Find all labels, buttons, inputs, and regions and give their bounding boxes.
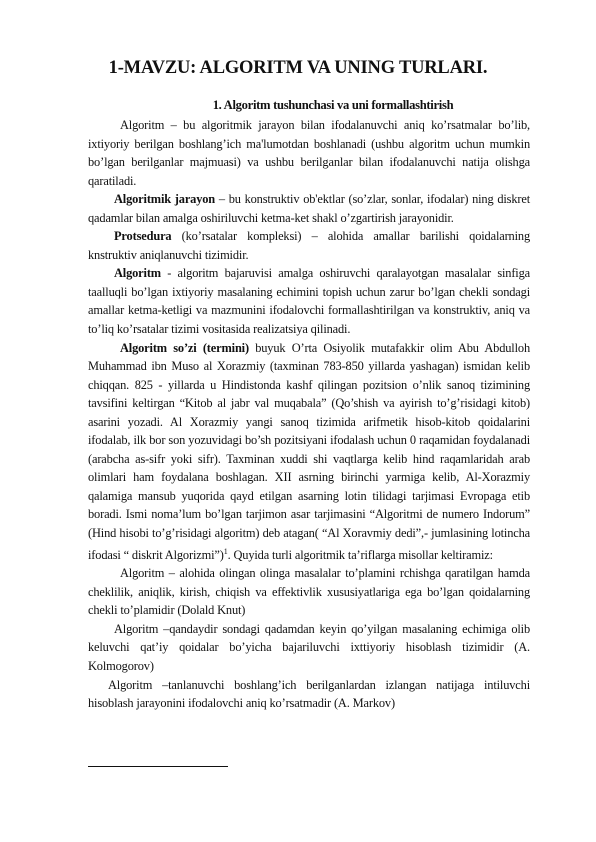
paragraph-term-origin: Algoritm so’zi (termini) buyuk O’rta Osiyolik mutafakkir olim Abu Abdulloh Muhammad ibn Muso al Xorazmiy (taxminan 783-850 yillarda yashagan) ismidan kelib chiqqan. 825 - yillarda u Hindistonda kashf qilingan pozitsion o’nlik sanoq tizimining tavsifini keltirgan “Kitob al jabr val muqabala” (Qo’shish va ayirish to’g’risidagi kitob) asarini yozadi. Al Xorazmiy yangi sanoq tizimida arifmetik hisob-kitob qoidalarini ifodalab, ilk bor son yozuvidagi bo’sh pozitsiyani ifodalash uchun 0 raqamidan foydalanadi (arabcha as-sifr yoki sifr). Taxminan xuddi shi vaqtlarga kelib hind raqamlaridah arab olimlari ham foydalana boshlagan. XII asrning birinchi yarmiga kelib, Al-Xorazmiy qalamiga mansub yuqorida qayd etilgan asarning lotin tilidagi tarjimasi Evropaga etib boradi. Ismi noma’lum bo’lgan tarjimon asar tarjimasini “Algoritmi de numero Indorum” (Hind hisobi to’g’risidagi algoritm) deb atagan( “Al Xoravmiy dedi”,- jumlasining lotincha ifodasi “ diskrit Algorizmi”)$^1$. Quyida turli algoritmik ta’riflarga misollar keltiramiz: [88, 340, 530, 562]
paragraph-algorithmic-process: Algoritmik jarayon – bu konstruktiv ob'ektlar (so’zlar, sonlar, ifodalar) ning diskret qadamlar bilan amalga oshiriluvchi ketma-ket shakl o’zgartirish jarayonidir. [88, 192, 530, 225]
paragraph-definition: Algoritm – bu algoritmik jarayon bilan ifodalanuvchi aniq ko’rsatmalar bo’lib, ixtiyoriy berilgan boshlang’ich ma'lumotdan boshlanadi (ushbu algoritm uchun mumkin bo’lgan berilganlar majmuasi) va ushbu berilganlar bilan ifodalanuvchi natija olishga qaratiladi. [88, 118, 530, 188]
section-heading: 1. Algoritm tushunchasi va uni formallashtirish [212, 98, 454, 112]
paragraph-markov: Algoritm –tanlanuvchi boshlang’ich berilganlardan izlangan natijaga intiluvchi hisoblash jarayonini ifodalovchi aniq ko’rsatmadir (A. Markov) [88, 677, 530, 711]
footnote-marker: 1 [223, 546, 228, 556]
paragraph-knuth: Algoritm – alohida olingan olinga masalalar to’plamini rchishga qaratilgan hamda cheklilik, aniqlik, kirish, chiqish va effektivlik xususiyatlariga ega bo’lgan qoidalarning chekli to’plamidir (Dolald Knut) [88, 566, 530, 618]
footnote-separator [88, 766, 228, 767]
paragraph-procedure: Protsedura (ko’rsatalar kompleksi) – alohida amallar barilishi qoidalarning knstruktiv aniqlanuvchi tizimidir. [88, 229, 530, 262]
paragraph-kolmogorov: Algoritm –qandaydir sondagi qadamdan keyin qo’yilgan masalaning echimiga olib keluvchi qat’iy qoidalar bo’yicha bajariluvchi ixttiyoriy hisoblash tizimidir (A. Kolmogorov) [88, 621, 530, 673]
document-title: 1-MAVZU: ALGORITM VA UNING TURLARI. [108, 58, 488, 78]
document-body [88, 116, 530, 713]
paragraph-algorithm: Algoritm - algoritm bajaruvisi amalga oshiruvchi qaralayotgan masalalar sinfiga taalluqli bo’lgan ixtiyoriy masalaning echimini topish uchun zarur bo’lgan chekli sondagi amallar ketma-ketligi va mazmunini ifodalovchi formallashtirilgan va konstruktiv, aniq va to’liq ko’rsatalar tizimi vositasida realizatsiya qilinadi. [88, 266, 530, 337]
